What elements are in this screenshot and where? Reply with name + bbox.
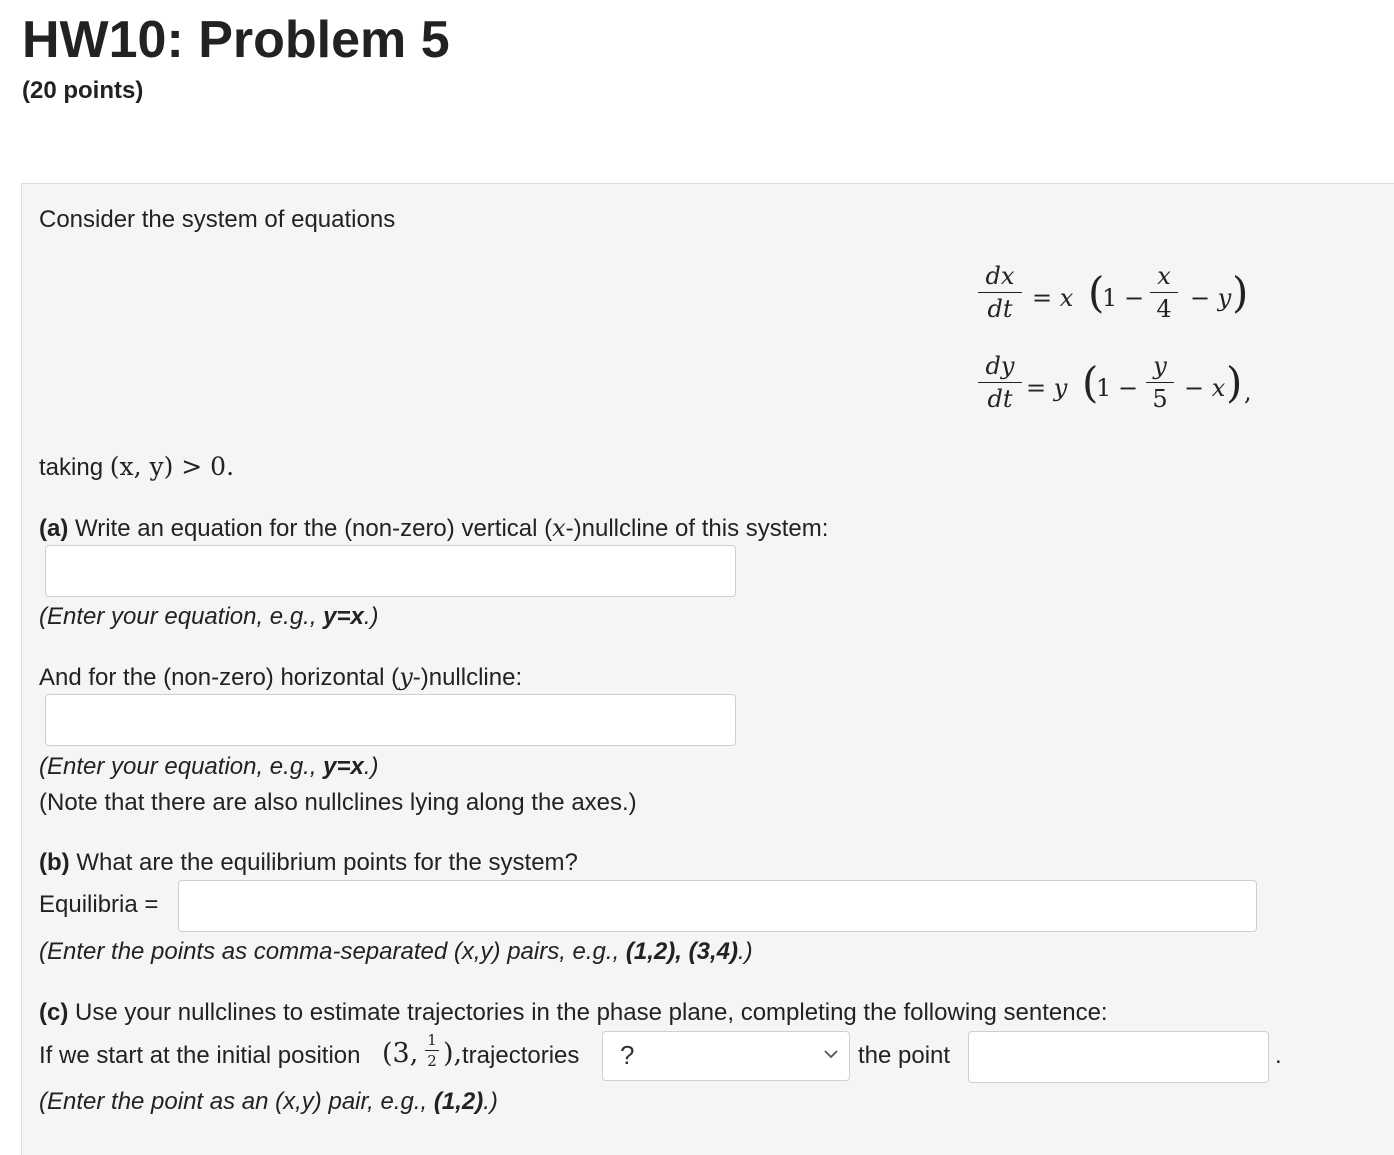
eq1-frac-bar (1150, 292, 1178, 293)
fraction-den: 2 (427, 1052, 437, 1070)
condition-math: (x, y) > 0. (109, 452, 235, 481)
horizontal-nullcline-input[interactable] (45, 694, 736, 746)
eq2-minus-x: − x (1184, 374, 1226, 402)
taking-condition: taking (x, y) > 0. (39, 452, 235, 481)
eq1-one: 1 (1102, 284, 1118, 312)
eq2-rparen: ) (1226, 358, 1243, 407)
initial-position-fraction (425, 1031, 439, 1070)
eq2-one: 1 (1096, 374, 1112, 402)
eq2-lhs-den: dt (987, 385, 1013, 413)
hint-target-point: (Enter the point as an (x,y) pair, e.g., (1,2).) (39, 1088, 498, 1115)
axes-nullcline-note: (Note that there are also nullclines lying along the axes.) (39, 789, 637, 816)
sentence-period: . (1275, 1042, 1282, 1069)
part-a-prompt: (a) Write an equation for the (non-zero) vertical (x-)nullcline of this system: (39, 514, 829, 542)
equilibria-label: Equilibria = (39, 891, 159, 918)
eq1-lparen: ( (1088, 268, 1105, 317)
intro-text: Consider the system of equations (39, 206, 396, 233)
eq2-rhs-fraction (1146, 352, 1174, 413)
trajectories-label: trajectories (462, 1042, 580, 1069)
page-title: HW10: Problem 5 (22, 11, 450, 69)
hint-equilibria: (Enter the points as comma-separated (x,y) pairs, e.g., (1,2), (3,4).) (39, 938, 753, 965)
hint-vertical-nullcline: (Enter your equation, e.g., y=x.) (39, 603, 379, 630)
eq1-lhs-fraction (978, 262, 1022, 323)
horizontal-nullcline-prompt: And for the (non-zero) horizontal (y-)nullcline: (39, 663, 523, 691)
select-value: ? (620, 1040, 635, 1070)
eq1-frac-num: x (1157, 262, 1171, 290)
fraction-num: 1 (427, 1031, 437, 1049)
eq2-lparen: ( (1082, 358, 1099, 407)
eq1-minus: − (1124, 284, 1145, 312)
eq1-lhs-num: dx (985, 262, 1015, 290)
target-point-input[interactable] (968, 1031, 1269, 1083)
eq2-trailing-comma: , (1244, 378, 1252, 406)
eq2-minus: − (1118, 374, 1139, 402)
eq2-frac-den: 5 (1152, 385, 1168, 413)
eq2-rhs-prefix: = y (1026, 374, 1068, 402)
eq1-rhs-fraction (1150, 262, 1178, 323)
equilibria-input[interactable] (178, 880, 1257, 932)
hint-horizontal-nullcline: (Enter your equation, e.g., y=x.) (39, 753, 379, 780)
eq1-frac-den: 4 (1156, 295, 1172, 323)
eq2-frac-bar (1146, 382, 1174, 383)
eq1-lhs-bar (978, 292, 1022, 293)
part-b-prompt: (b) What are the equilibrium points for the system? (39, 849, 578, 876)
chevron-down-icon (823, 1046, 839, 1062)
eq2-frac-num: y (1153, 352, 1167, 380)
part-c-prompt: (c) Use your nullclines to estimate trajectories in the phase plane, completing the following sentence: (39, 999, 1108, 1026)
eq2-lhs-fraction (978, 352, 1022, 413)
eq1-minus-y: − y (1190, 284, 1232, 312)
vertical-nullcline-input[interactable] (45, 545, 736, 597)
points-label: (20 points) (22, 77, 144, 104)
eq1-rhs-prefix: = x (1032, 284, 1074, 312)
initial-position-close: ), (443, 1038, 463, 1069)
trajectory-direction-select[interactable] (602, 1031, 850, 1081)
the-point-label: the point (858, 1042, 951, 1069)
initial-position-sentence: If we start at the initial position (39, 1042, 361, 1069)
fraction-bar (425, 1050, 439, 1051)
eq2-lhs-bar (978, 382, 1022, 383)
eq2-lhs-num: dy (985, 352, 1015, 380)
eq1-rparen: ) (1232, 268, 1249, 317)
initial-position-open: (3, (382, 1038, 419, 1069)
eq1-lhs-den: dt (987, 295, 1013, 323)
